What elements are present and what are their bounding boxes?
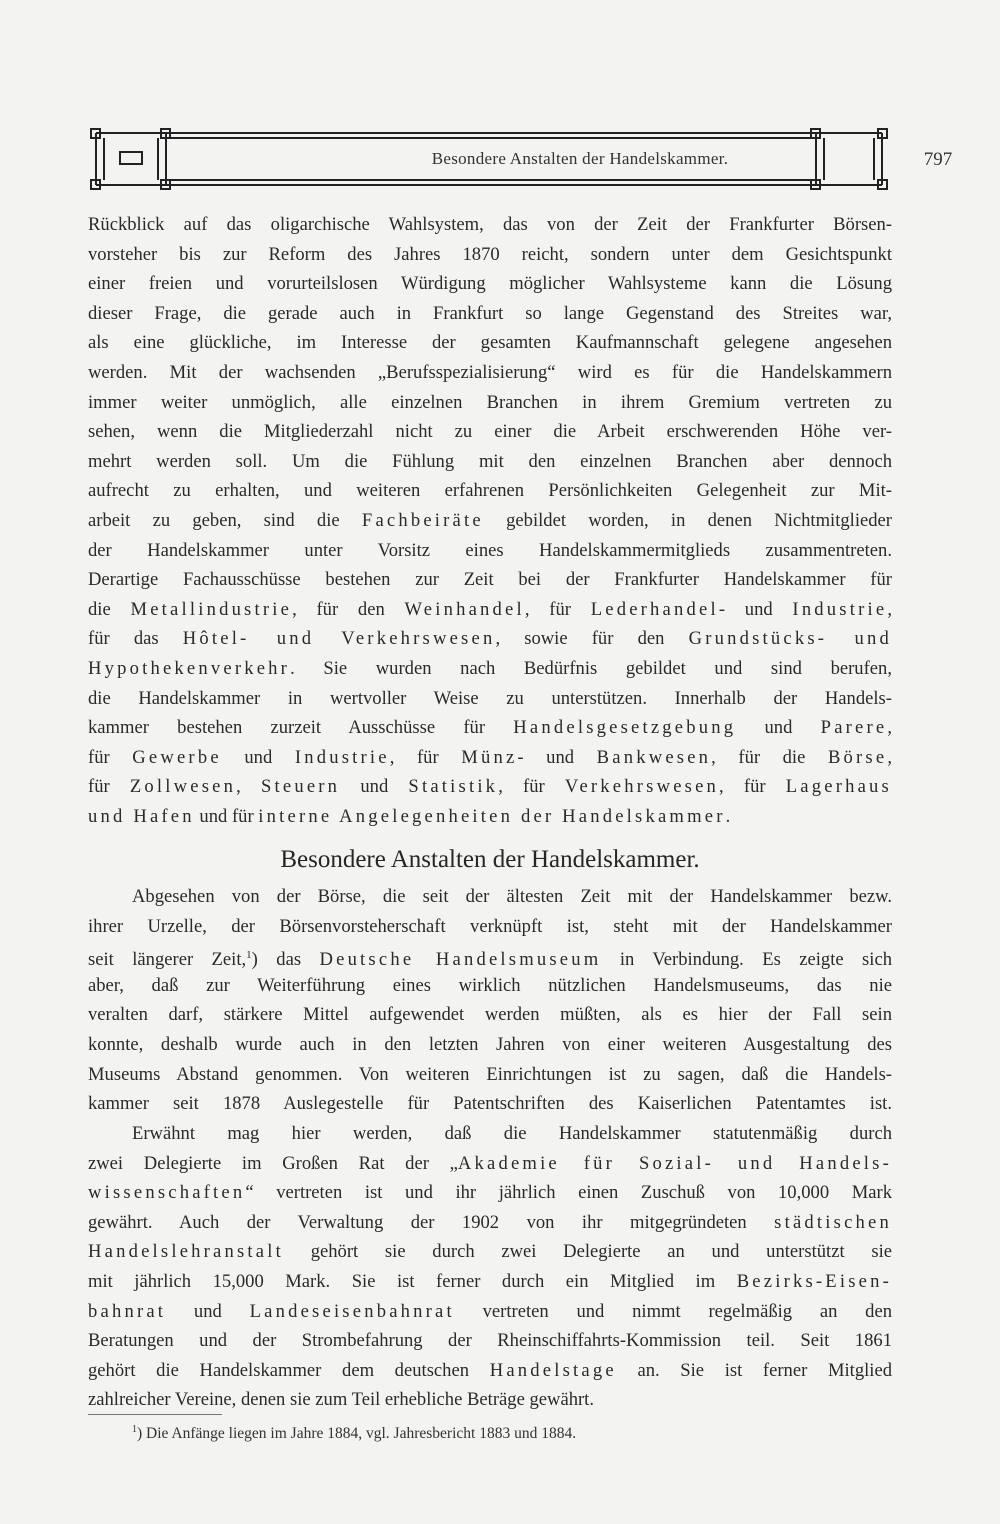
running-title: Besondere Anstalten der Handelskammer. bbox=[431, 149, 729, 168]
spaced-term: wissenschaften bbox=[88, 1182, 246, 1204]
text-line: Abgesehen von der Börse, die seit der ältesten Zeit mit der Handelskammer bezw. bbox=[132, 886, 892, 907]
text-line bbox=[88, 595, 892, 625]
text-line: kammer seit 1878 Auslegestelle für Patentschriften des Kaiserlichen Patentamtes ist. bbox=[88, 1093, 892, 1115]
text-run: an. Sie ist ferner Mitglied bbox=[616, 1359, 892, 1381]
text-line bbox=[88, 624, 892, 654]
text-run: , für bbox=[389, 746, 462, 768]
text-line bbox=[88, 743, 892, 773]
text-run: arbeit zu geben, sind die bbox=[88, 509, 362, 531]
text-line: Rückblick auf das oligarchische Wahlsystem, das von der Zeit der Frankfurter Börsen- bbox=[88, 214, 892, 235]
spaced-term: interne Angelegenheiten der Handelskammer bbox=[258, 805, 726, 827]
text-run: gehört die Handelskammer dem deutschen bbox=[88, 1359, 490, 1381]
footnote-text: ) Die Anfänge liegen im Jahre 1884, vgl. Jahresbericht 1883 und 1884. bbox=[137, 1425, 577, 1443]
text-run: - und bbox=[718, 598, 793, 620]
spaced-term: Bankwesen bbox=[596, 746, 712, 768]
spaced-term: Grundstücks- und bbox=[688, 628, 892, 650]
spaced-term: Handelstage bbox=[489, 1359, 617, 1381]
page-number: 797 bbox=[923, 149, 953, 170]
text-line bbox=[88, 1208, 892, 1238]
paragraph-2 bbox=[88, 882, 892, 1119]
spaced-term: Statistik bbox=[408, 776, 499, 798]
text-line: aufrecht zu erhalten, und weiteren erfahrenen Persönlichkeiten Gelegenheit zur Mit- bbox=[88, 480, 892, 502]
text-line: mehrt werden soll. Um die Fühlung mit den einzelnen Branchen aber dennoch bbox=[88, 450, 892, 472]
text-line: veralten darf, stärkere Mittel aufgewendet werden müßten, als es hier der Fall sein bbox=[88, 1004, 892, 1026]
text-run: , für bbox=[524, 598, 591, 620]
text-run: , für bbox=[498, 776, 565, 798]
text-line bbox=[88, 1237, 892, 1267]
spaced-term: Verkehrswesen bbox=[564, 776, 720, 798]
text-line: als eine glückliche, im Interesse der gesamten Kaufmannschaft gelegene angesehen bbox=[88, 332, 892, 354]
text-run: gehört sie durch zwei Delegierte an und unterstützt sie bbox=[283, 1241, 892, 1263]
text-run: , für die bbox=[711, 746, 828, 768]
text-run: und für bbox=[194, 805, 259, 827]
text-line: der Handelskammer unter Vorsitz eines Handelskammermitglieds zusammentreten. bbox=[88, 539, 892, 561]
spaced-term: Lederhandel bbox=[590, 598, 719, 620]
text-run: , für den bbox=[292, 598, 405, 620]
footnote-marker: 1 bbox=[132, 1424, 137, 1435]
text-run: . Sie wurden nach Bedürfnis gebildet und sind berufen, bbox=[290, 657, 892, 679]
footnote-separator bbox=[88, 1414, 222, 1415]
text-run: für das bbox=[88, 628, 183, 650]
text-run: “ vertreten ist und ihr jährlich einen Zuschuß von 10,000 Mark bbox=[245, 1182, 892, 1204]
text-run: , bbox=[887, 717, 892, 739]
text-run: in Verbindung. Es zeigte sich bbox=[601, 949, 892, 971]
text-line bbox=[88, 1149, 892, 1179]
text-line: konnte, deshalb wurde auch in den letzten Jahren von einer weiteren Ausgestaltung des bbox=[88, 1033, 892, 1055]
text-run: die bbox=[88, 598, 131, 620]
text-line: Beratungen und der Strombefahrung der Rheinschiffahrts-Kommission teil. Seit 1861 bbox=[88, 1330, 892, 1352]
text-run: , bbox=[887, 746, 892, 768]
footnote bbox=[132, 1418, 832, 1446]
text-run: und bbox=[166, 1300, 250, 1322]
text-line bbox=[88, 772, 892, 802]
spaced-term: Lagerhaus bbox=[785, 776, 892, 798]
text-run: gebildet worden, in denen Nichtmitglieder bbox=[483, 509, 892, 531]
text-line: einer freien und vorurteilslosen Würdigung möglicher Wahlsysteme kann die Lösung bbox=[88, 273, 892, 295]
text-run: . bbox=[725, 805, 731, 827]
page-header bbox=[90, 128, 953, 190]
text-run: - und bbox=[517, 746, 597, 768]
text-run: , bbox=[236, 776, 261, 798]
spaced-term: Münz bbox=[461, 746, 518, 768]
spaced-term: Bezirks-Eisen- bbox=[736, 1270, 892, 1292]
spaced-term: Gewerbe bbox=[132, 746, 222, 768]
spaced-term: bahnrat bbox=[88, 1300, 167, 1322]
text-run: für bbox=[88, 746, 133, 768]
text-line: sehen, wenn die Mitgliederzahl nicht zu einer die Arbeit erschwerenden Höhe ver- bbox=[88, 421, 892, 443]
text-line bbox=[88, 1356, 892, 1386]
spaced-term: Fachbeiräte bbox=[361, 509, 484, 531]
spaced-term: Handelsgesetzgebung bbox=[513, 717, 737, 739]
text-run: und bbox=[736, 717, 821, 739]
text-line: werden. Mit der wachsenden „Berufsspezialisierung“ wird es für die Handelskammern bbox=[88, 361, 892, 383]
paragraph-1 bbox=[88, 210, 892, 831]
text-line bbox=[88, 802, 892, 832]
spaced-term: Handelslehranstalt bbox=[88, 1241, 284, 1263]
text-line bbox=[88, 941, 892, 971]
text-run: seit längerer Zeit, bbox=[88, 949, 247, 971]
text-line bbox=[88, 713, 892, 743]
text-run: vertreten und nimmt regelmäßig an den bbox=[454, 1300, 892, 1322]
text-run: mit jährlich 15,000 Mark. Sie ist ferner durch ein Mitglied im bbox=[88, 1270, 737, 1292]
text-line: Derartige Fachausschüsse bestehen zur Zeit bei der Frankfurter Handelskammer für bbox=[88, 569, 892, 591]
text-run: und bbox=[221, 746, 295, 768]
spaced-term: Parere bbox=[820, 717, 888, 739]
text-run: ) das bbox=[251, 949, 320, 971]
text-run: , bbox=[887, 598, 892, 620]
text-line: Erwähnt mag hier werden, daß die Handelskammer statutenmäßig durch bbox=[132, 1123, 892, 1144]
spaced-term: Industrie bbox=[294, 746, 390, 768]
text-run: , sowie für den bbox=[495, 628, 689, 650]
spaced-term: Zollwesen bbox=[129, 776, 237, 798]
text-line: ihrer Urzelle, der Börsenvorsteherschaft verknüpft ist, steht mit der Handelskammer bbox=[88, 915, 892, 937]
spaced-term: Börse bbox=[827, 746, 888, 768]
text-line bbox=[88, 1267, 892, 1297]
text-line: Museums Abstand genommen. Von weiteren Einrichtungen ist zu sagen, daß die Handels- bbox=[88, 1063, 892, 1085]
text-line: aber, daß zur Weiterführung eines wirklich nützlichen Handelsmuseums, das nie bbox=[88, 974, 892, 996]
spaced-term: Akademie für Sozial- und Handels- bbox=[457, 1152, 892, 1174]
text-line bbox=[88, 654, 892, 684]
text-line: zahlreicher Vereine, denen sie zum Teil erhebliche Beträge gewährt. bbox=[88, 1389, 594, 1411]
spaced-term: Industrie bbox=[792, 598, 888, 620]
text-line bbox=[88, 1297, 892, 1327]
text-line bbox=[88, 506, 892, 536]
spaced-term: Weinhandel bbox=[404, 598, 525, 620]
spaced-term: städtischen bbox=[774, 1211, 892, 1233]
text-run: zwei Delegierte im Großen Rat der „ bbox=[88, 1152, 458, 1174]
text-run: gewährt. Auch der Verwaltung der 1902 von ihr mitgegründeten bbox=[88, 1211, 775, 1233]
spaced-term: Deutsche Handelsmuseum bbox=[319, 949, 602, 971]
text-run: kammer bestehen zurzeit Ausschüsse für bbox=[88, 717, 514, 739]
spaced-term: Metallindustrie bbox=[130, 598, 293, 620]
spaced-term: Hôtel- und Verkehrswesen bbox=[182, 628, 496, 650]
section-heading: Besondere Anstalten der Handelskammer. bbox=[280, 846, 700, 873]
text-run: und bbox=[340, 776, 409, 798]
text-line: dieser Frage, die gerade auch in Frankfurt so lange Gegenstand des Streites war, bbox=[88, 302, 892, 324]
spaced-term: und Hafen bbox=[88, 805, 195, 827]
text-line: immer weiter unmöglich, alle einzelnen Branchen in ihrem Gremium vertreten zu bbox=[88, 391, 892, 413]
text-run: , für bbox=[719, 776, 786, 798]
paragraph-3 bbox=[88, 1119, 892, 1415]
text-line: vorsteher bis zur Reform des Jahres 1870 reicht, sondern unter dem Gesichtspunkt bbox=[88, 243, 892, 265]
text-line bbox=[88, 1178, 892, 1208]
text-line: die Handelskammer in wertvoller Weise zu unterstützen. Innerhalb der Handels- bbox=[88, 687, 892, 709]
footnote-reference[interactable]: 1 bbox=[246, 949, 252, 962]
spaced-term: Steuern bbox=[260, 776, 341, 798]
text-run: für bbox=[88, 776, 130, 798]
spaced-term: Hypothekenverkehr bbox=[88, 657, 291, 679]
spaced-term: Landeseisenbahnrat bbox=[249, 1300, 455, 1322]
